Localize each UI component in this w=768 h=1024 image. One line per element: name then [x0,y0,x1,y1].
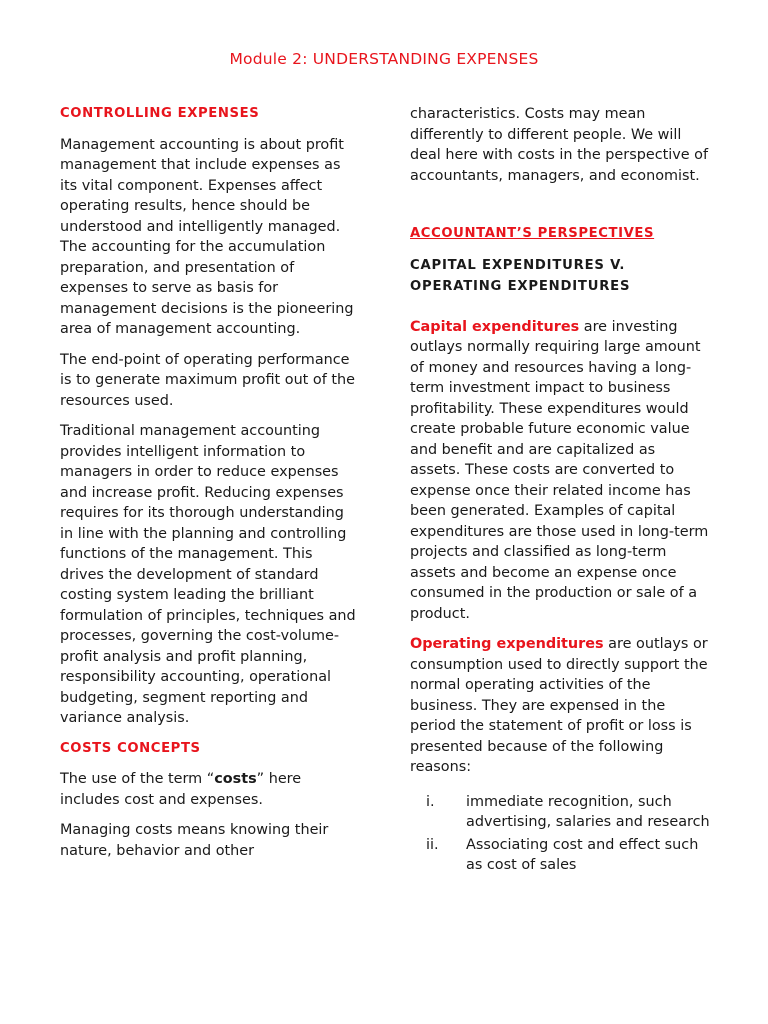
section-heading-costs-concepts: COSTS CONCEPTS [60,740,201,756]
text-fragment: are investing outlays normally requiring large amount of money and resources having a long-term investment impact to business profitability. These expenditures would create probable future economic value and benefit and are capitalized as assets. These costs are converted to expense once their related income has been generated. Examples of capital expenditures are those used in long-term projects and classified as long-term assets and become an expense once consumed in the production or sale of a product. [410,318,709,622]
paragraph-managing-costs: Managing costs means knowing their nature, behavior and other [60,822,329,859]
text-fragment: The use of the term “ [60,771,215,787]
spacer [410,196,710,224]
text-fragment: ” here includes cost and expenses. [60,771,302,808]
list-item [410,835,710,876]
term-operating-expenditures: Operating expenditures [410,636,604,652]
term-capital-expenditures: Capital expenditures [410,318,580,335]
paragraph-operating-expenditures [410,634,710,778]
list-item-text: Associating cost and effect such as cost of sales [466,836,699,873]
paragraph-term-costs [60,769,360,810]
section-heading-accountants-perspectives: ACCOUNTANT’S PERSPECTIVES [410,226,655,241]
subheading-capital-vs-operating: CAPITAL EXPENDITURES V. OPERATING EXPENDITURES [410,257,631,294]
list-item [410,792,710,833]
right-column [410,104,710,878]
term-costs: costs [214,771,257,787]
left-column [60,104,360,871]
list-item-text: immediate recognition, such advertising, salaries and research [466,793,710,830]
list-item-number: ii. [426,836,439,853]
reasons-list [410,792,710,876]
paragraph-characteristics: characteristics. Costs may mean differently to different people. We will deal here with costs in the perspective of accountants, managers, and economist. [410,106,709,184]
paragraph-traditional-management: Traditional management accounting provides intelligent information to managers in order to reduce expenses and increase profit. Reducing expenses requires for its thorough understanding in line with the planning and controlling functions of the management. This drives the development of standard costing system leading the brilliant formulation of principles, techniques and processes, governing the cost-volume-profit analysis and profit planning, responsibility accounting, operational budgeting, segment reporting and variance analysis. [60,423,356,726]
text-fragment: are outlays or consumption used to directly support the normal operating activities of the business. They are expensed in the period the statement of profit or loss is presented because of the following reasons: [410,636,708,775]
paragraph-capital-expenditures [410,317,710,625]
paragraph-management-accounting: Management accounting is about profit management that include expenses as its vital component. Expenses affect operating results, hence should be understood and intelligently managed. The accounting for the accumulation preparation, and presentation of expenses to serve as basis for management decisions is the pioneering area of management accounting. [60,136,354,337]
paragraph-end-point: The end-point of operating performance is to generate maximum profit out of the resources used. [60,351,355,409]
section-heading-controlling-expenses: CONTROLLING EXPENSES [60,106,260,121]
page-title: Module 2: UNDERSTANDING EXPENSES [229,50,539,68]
list-item-number: i. [426,793,435,810]
